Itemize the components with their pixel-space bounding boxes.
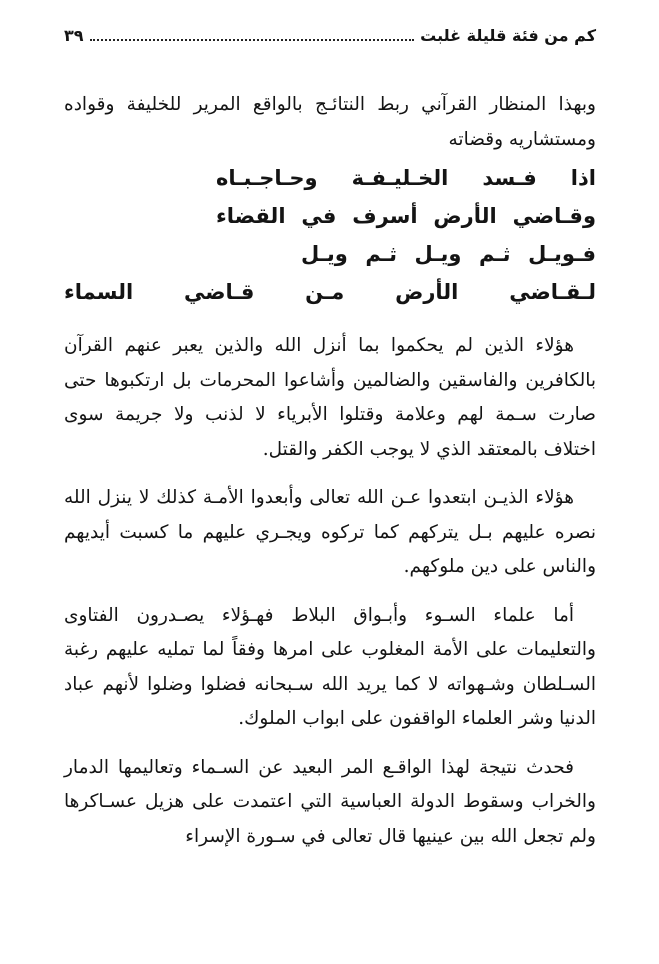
paragraph-1-text: هؤلاء الذين لم يحكموا بما أنزل الله والذين يعبر عنهم القرآن بالكافرين والفاسقين والضالمين وأشاعوا المحرمات بل ارتكبوها حتى صارت سـمة لهم وعلامة وقتلوا الأبرياء لا لذنب ولا جريمة سوى اختلاف بالمعتقد الذي لا يوجب الكفر والقتل. — [64, 335, 596, 460]
poem-verse-3: فـويـل ثـم ويـل ثـم ويـل — [301, 242, 596, 266]
book-page — [64, 26, 596, 854]
poem-verse-2: وقـاضي الأرض أسرف في القضاء — [216, 204, 596, 228]
intro-paragraph — [64, 88, 596, 157]
paragraph-3 — [64, 599, 596, 737]
paragraph-2 — [64, 481, 596, 585]
paragraph-4-text: فحدث نتيجة لهذا الواقـع المر البعيد عن السـماء وتعاليمها الدمار والخراب وسقوط الدولة العباسية التي اعتمدت على هزيل عسـاكرها ولم تجعل الله بين عينيها قال تعالى في سـورة الإسراء — [64, 756, 596, 847]
paragraph-2-text: هؤلاء الذيـن ابتعدوا عـن الله تعالى وأبعدوا الأمـة كذلك لا ينزل الله نصره عليهم بـل يتركهم كما تركوه ويجـري عليهم ما كسبت أيديهم والناس على دين ملوكهم. — [64, 487, 596, 577]
intro-text: وبهذا المنظار القرآني ربط النتائـج بالواقع المرير للخليفة وقواده ومستشاريه وقضاته — [64, 94, 596, 150]
paragraph-4 — [64, 751, 596, 855]
dotted-leader — [90, 38, 415, 41]
paragraph-3-text: أما علماء السـوء وأبـواق البلاط فهـؤلاء يصـدرون الفتاوى والتعليمات على الأمة المغلوب على امرها وفقاً لما تمليه عليهم رغبة السـلطان وشـهواته لا كما يريد الله سـبحانه فضلوا وضلوا لأنهم عباد الدنيا وشر العلماء الواقفون على ابواب الملوك. — [64, 604, 596, 729]
page-number: ٣٩ — [64, 26, 84, 45]
poem-verse-1: اذا فـسد الخـليـفـة وحـاجـبـاه — [216, 166, 596, 190]
paragraph-1 — [64, 329, 596, 467]
poem — [64, 159, 596, 311]
poem-verse-4: لـقـاضي الأرض مـن قـاضي السماء — [64, 280, 596, 304]
running-title: كم من فئة قليلة غلبت — [420, 26, 596, 45]
page-header — [64, 26, 596, 54]
